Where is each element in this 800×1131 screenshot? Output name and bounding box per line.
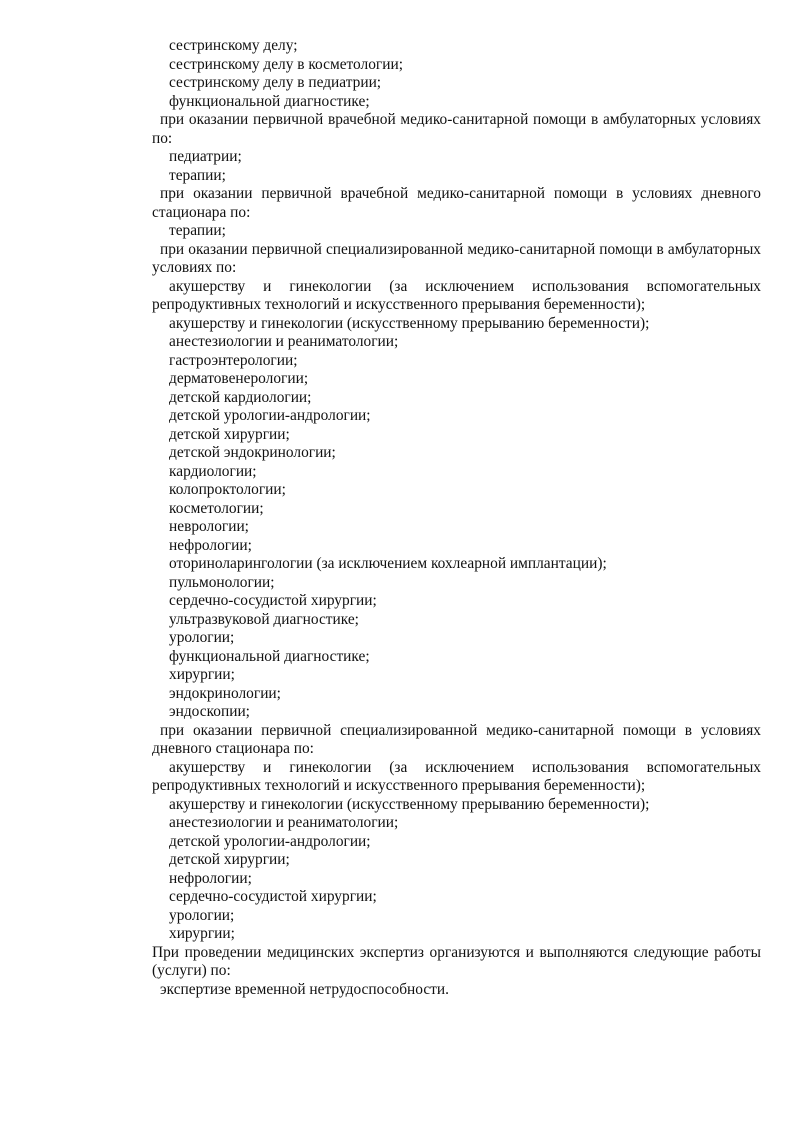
list-item: дерматовенерологии; <box>169 370 309 387</box>
list-item: гастроэнтерологии; <box>169 351 298 369</box>
list-item: хирургии; <box>169 925 235 942</box>
list-item: детской эндокринологии; <box>169 444 336 461</box>
list-item: терапии; <box>169 166 226 184</box>
list-item: сестринскому делу; <box>169 37 298 54</box>
list-item: косметологии; <box>169 499 264 517</box>
list-item: эндоскопии; <box>169 703 250 720</box>
list-item: нефрологии; <box>169 536 252 554</box>
list-item: акушерству и гинекологии (искусственному прерыванию беременности); <box>169 314 650 332</box>
list-item: хирургии; <box>169 666 235 683</box>
list-item: детской урологии-андрологии; <box>169 407 371 424</box>
list-item: пульмонологии; <box>169 573 275 591</box>
list-item: неврологии; <box>169 518 249 535</box>
list-item: педиатрии; <box>169 148 242 165</box>
list-item: сердечно-сосудистой хирургии; <box>169 888 377 905</box>
list-item: детской хирургии; <box>169 425 290 443</box>
section-heading-paragraph: при оказании первичной врачебной медико-санитарной помощи в условиях дневного стационара по: <box>152 185 761 221</box>
list-item: сестринскому делу в педиатрии; <box>169 74 382 91</box>
list-item: ультразвуковой диагностике; <box>169 610 359 628</box>
list-item: сестринскому делу в косметологии; <box>169 55 403 73</box>
list-item: детской хирургии; <box>169 851 290 868</box>
list-item: детской кардиологии; <box>169 388 312 406</box>
list-item: кардиологии; <box>169 462 257 480</box>
list-item: урологии; <box>169 906 235 924</box>
list-item: функциональной диагностике; <box>169 647 370 665</box>
list-item: акушерству и гинекологии (искусственному прерыванию беременности); <box>169 795 650 813</box>
list-item: эндокринологии; <box>169 684 281 702</box>
section-heading-paragraph: при оказании первичной врачебной медико-санитарной помощи в амбулаторных условиях по: <box>152 111 761 147</box>
list-item: детской урологии-андрологии; <box>169 832 371 850</box>
list-item: оториноларингологии (за исключением кохлеарной имплантации); <box>169 555 607 572</box>
section-heading-paragraph: при оказании первичной специализированной медико-санитарной помощи в амбулаторных условиях по: <box>152 240 761 276</box>
list-item: сердечно-сосудистой хирургии; <box>169 592 377 609</box>
section-heading-paragraph: при оказании первичной специализированной медико-санитарной помощи в условиях дневного стационара по: <box>152 721 761 757</box>
list-item: нефрологии; <box>169 869 252 887</box>
list-item: анестезиологии и реаниматологии; <box>169 814 399 831</box>
list-item: экспертизе временной нетрудоспособности. <box>160 980 449 998</box>
list-item: функциональной диагностике; <box>169 92 370 110</box>
list-item: акушерству и гинекологии (за исключением использования вспомогательных репродуктивных технологий и искусственного прерывания беременности); <box>152 758 761 794</box>
document-page <box>152 37 761 999</box>
list-item: анестезиологии и реаниматологии; <box>169 333 399 350</box>
section-heading-paragraph: При проведении медицинских экспертиз организуются и выполняются следующие работы (услуги) по: <box>152 943 761 979</box>
list-item: акушерству и гинекологии (за исключением использования вспомогательных репродуктивных технологий и искусственного прерывания беременности); <box>152 277 761 313</box>
list-item: колопроктологии; <box>169 481 286 498</box>
list-item: терапии; <box>169 222 226 239</box>
list-item: урологии; <box>169 629 235 646</box>
